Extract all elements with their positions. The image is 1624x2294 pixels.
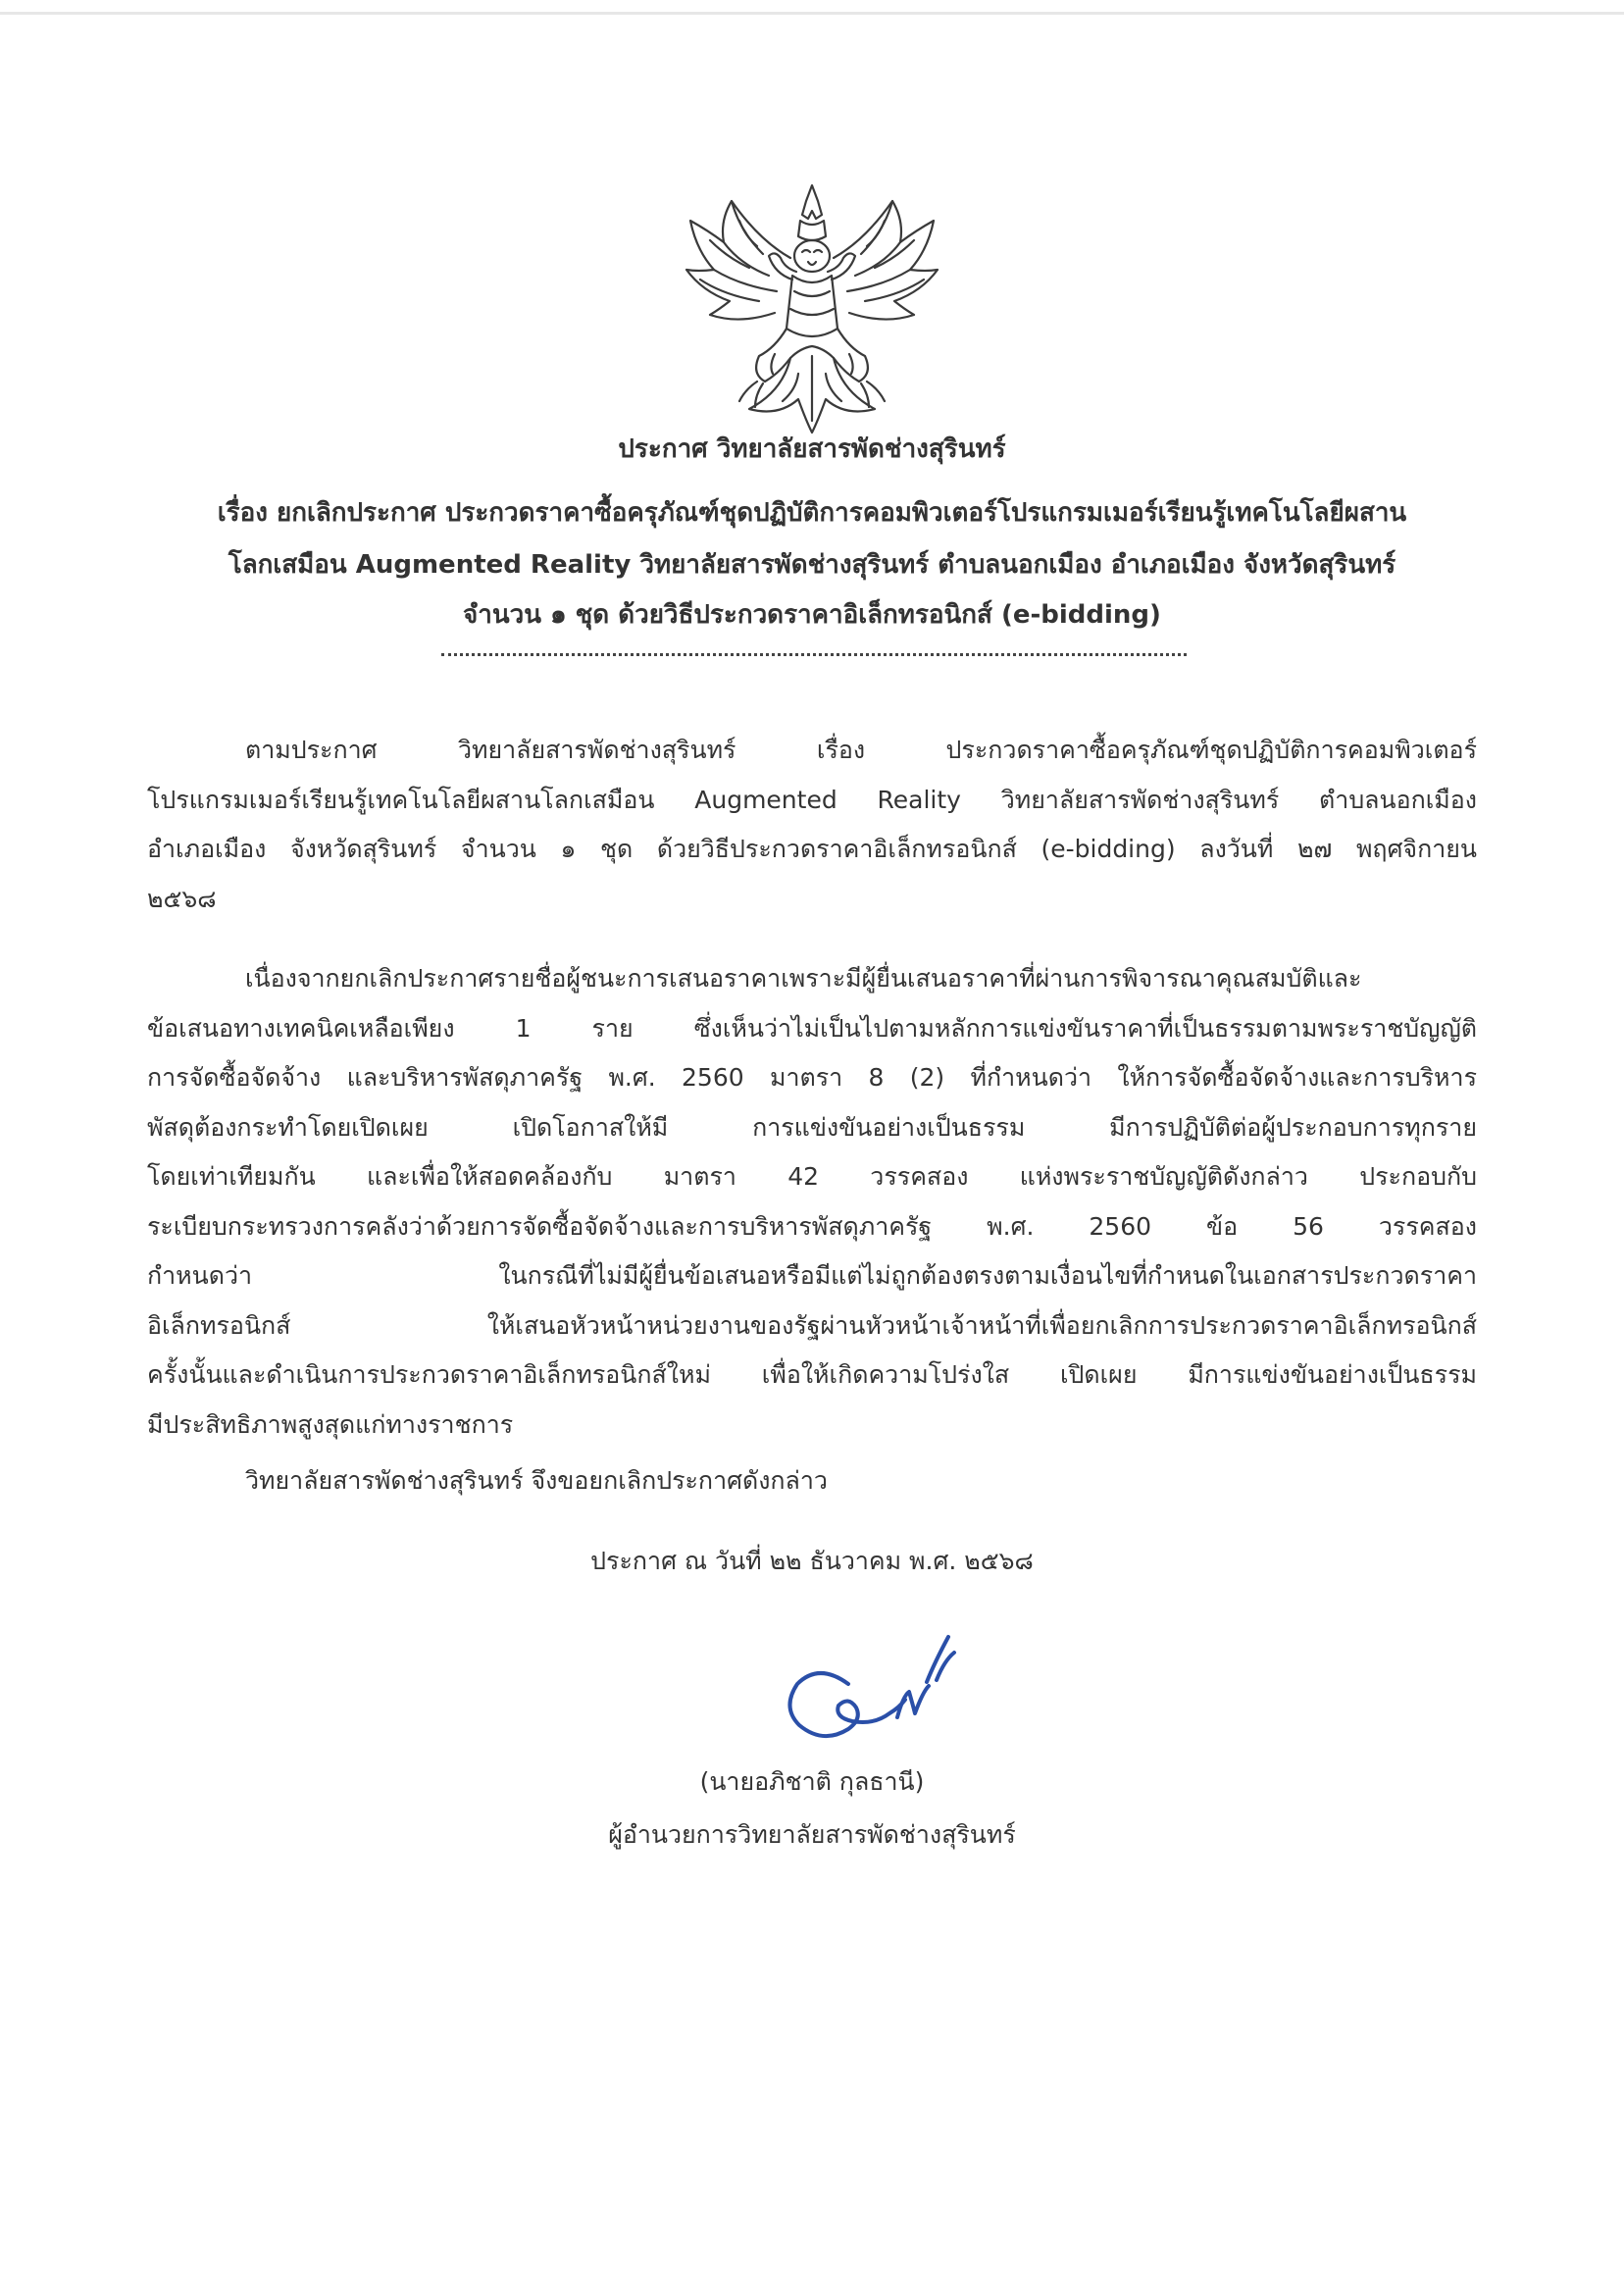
paragraph-line: การจัดซื้อจัดจ้าง และบริหารพัสดุภาครัฐ พ.ศ. 2560 มาตรา 8 (2) ที่กำหนดว่า ให้การจัดซื้อจัดจ้างและการบริหาร bbox=[147, 1063, 1477, 1092]
paragraph-reference bbox=[147, 726, 1477, 924]
scan-edge-line bbox=[0, 12, 1624, 15]
handwritten-signature bbox=[780, 1623, 976, 1760]
paragraph-line: ระเบียบกระทรวงการคลังว่าด้วยการจัดซื้อจัดจ้างและการบริหารพัสดุภาครัฐ พ.ศ. 2560 ข้อ 56 วรรคสอง bbox=[147, 1211, 1477, 1241]
dotted-separator bbox=[441, 653, 1187, 656]
paragraph-reason bbox=[147, 954, 1477, 1450]
subject-line-2: โลกเสมือน Augmented Reality วิทยาลัยสารพัดช่างสุรินทร์ ตำบลนอกเมือง อำเภอเมือง จังหวัดสุรินทร์ bbox=[228, 550, 1396, 580]
paragraph-line: กำหนดว่า ในกรณีที่ไม่มีผู้ยื่นข้อเสนอหรือมีแต่ไม่ถูกต้องตรงตามเงื่อนไขที่กำหนดในเอกสารประกวดราคา bbox=[147, 1261, 1477, 1290]
paragraph-line: อิเล็กทรอนิกส์ ให้เสนอหัวหน้าหน่วยงานของรัฐผ่านหัวหน้าเจ้าหน้าที่เพื่อยกเลิกการประกวดราคาอิเล็กทรอนิกส์ bbox=[147, 1310, 1477, 1340]
announcement-heading: ประกาศ วิทยาลัยสารพัดช่างสุรินทร์ bbox=[618, 434, 1006, 464]
paragraph-line: โปรแกรมเมอร์เรียนรู้เทคโนโลยีผสานโลกเสมือน Augmented Reality วิทยาลัยสารพัดช่างสุรินทร์ ตำบลนอกเมือง bbox=[147, 785, 1477, 814]
subject-line-3: จำนวน ๑ ชุด ด้วยวิธีประกวดราคาอิเล็กทรอนิกส์ (e-bidding) bbox=[463, 600, 1161, 630]
paragraph-line: เนื่องจากยกเลิกประกาศรายชื่อผู้ชนะการเสนอราคาเพราะมีผู้ยื่นเสนอราคาที่ผ่านการพิจารณาคุณสมบัติและ bbox=[245, 964, 1362, 993]
paragraph-line: ข้อเสนอทางเทคนิคเหลือเพียง 1 ราย ซึ่งเห็นว่าไม่เป็นไปตามหลักการแข่งขันราคาที่เป็นธรรมตามพระราชบัญญัติ bbox=[147, 1013, 1477, 1043]
paragraph-line: อำเภอเมือง จังหวัดสุรินทร์ จำนวน ๑ ชุด ด้วยวิธีประกวดราคาอิเล็กทรอนิกส์ (e-bidding) ลงวันที่ ๒๗ พฤศจิกายน bbox=[147, 835, 1477, 863]
subject-line-1: เรื่อง ยกเลิกประกาศ ประกวดราคาซื้อครุภัณฑ์ชุดปฏิบัติการคอมพิวเตอร์โปรแกรมเมอร์เรียนรู้เทคโนโลยีผสาน bbox=[217, 498, 1407, 528]
garuda-emblem-icon bbox=[681, 181, 943, 436]
paragraph-line: ครั้งนั้นและดำเนินการประกวดราคาอิเล็กทรอนิกส์ใหม่ เพื่อให้เกิดความโปร่งใส เปิดเผย มีการแข่งขันอย่างเป็นธรรม bbox=[147, 1360, 1477, 1389]
paragraph-line: ตามประกาศ วิทยาลัยสารพัดช่างสุรินทร์ เรื่อง ประกวดราคาซื้อครุภัณฑ์ชุดปฏิบัติการคอมพิวเตอร์ bbox=[245, 736, 1477, 764]
paragraph-line: มีประสิทธิภาพสูงสุดแก่ทางราชการ bbox=[147, 1409, 514, 1439]
paragraph-line: โดยเท่าเทียมกัน และเพื่อให้สอดคล้องกับ มาตรา 42 วรรคสอง แห่งพระราชบัญญัติดังกล่าว ประกอบกับ bbox=[147, 1162, 1477, 1191]
paragraph-line: ๒๕๖๘ bbox=[147, 884, 217, 913]
announcement-date: ประกาศ ณ วันที่ ๒๒ ธันวาคม พ.ศ. ๒๕๖๘ bbox=[590, 1547, 1034, 1575]
signatory-name: (นายอภิชาติ กุลธานี) bbox=[699, 1767, 925, 1796]
closing-statement: วิทยาลัยสารพัดช่างสุรินทร์ จึงขอยกเลิกประกาศดังกล่าว bbox=[245, 1466, 828, 1495]
signatory-title: ผู้อำนวยการวิทยาลัยสารพัดช่างสุรินทร์ bbox=[608, 1820, 1016, 1849]
paragraph-line: พัสดุต้องกระทำโดยเปิดเผย เปิดโอกาสให้มี การแข่งขันอย่างเป็นธรรม มีการปฏิบัติต่อผู้ประกอบการทุกราย bbox=[147, 1112, 1477, 1142]
